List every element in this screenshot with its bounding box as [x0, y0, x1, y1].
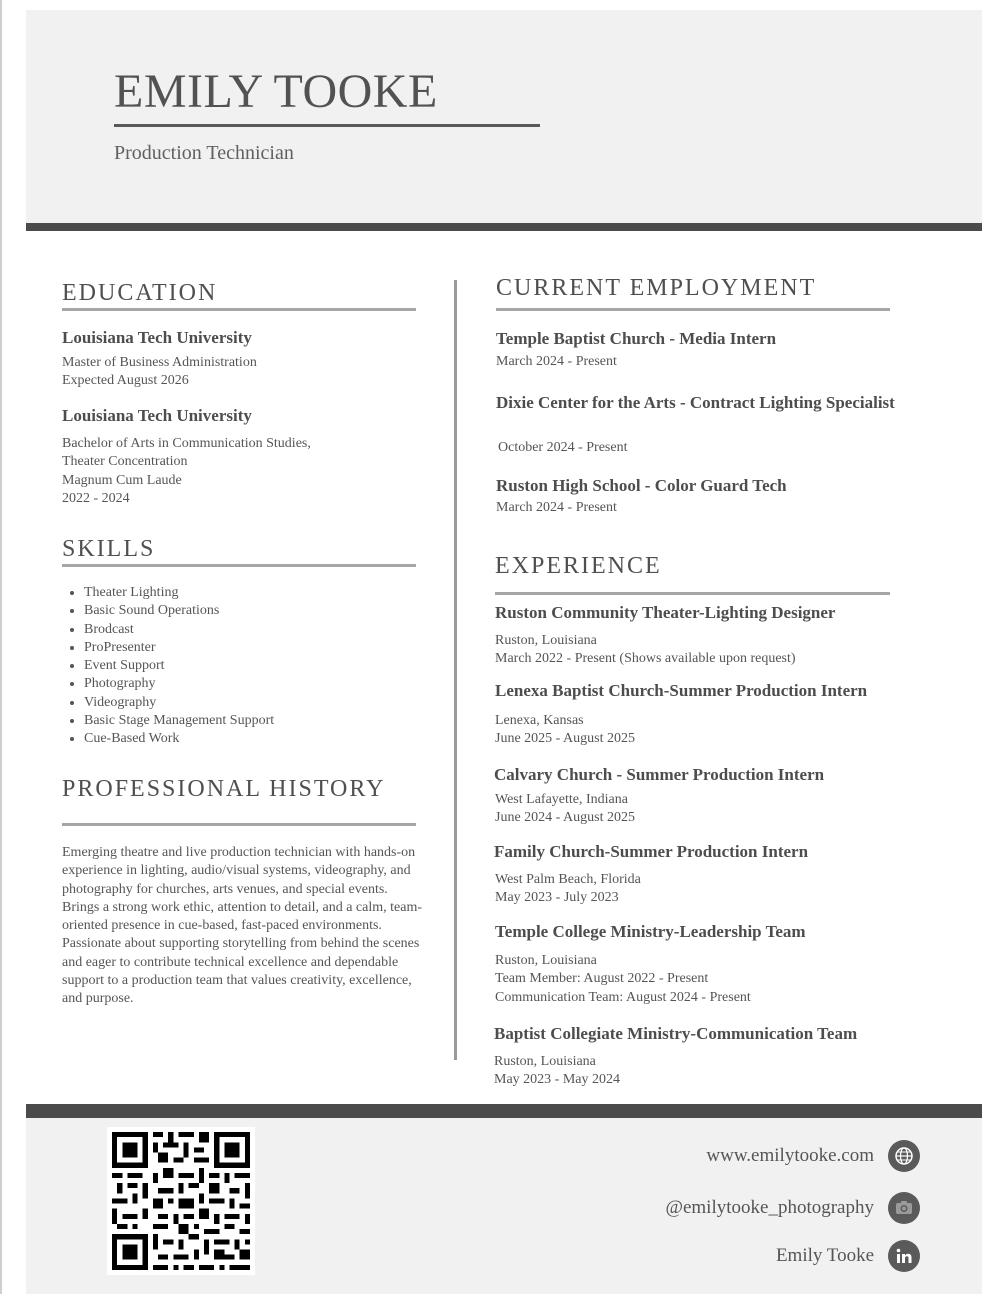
education-date-1: Expected August 2026 — [62, 373, 189, 388]
professional-history-rule — [62, 823, 416, 826]
contact-website-row[interactable] — [706, 1140, 920, 1172]
experience-title-5: Temple College Ministry-Leadership Team — [495, 922, 806, 941]
current-job-date-2: October 2024 - Present — [498, 440, 628, 455]
experience-location-2: Lenexa, Kansas — [495, 713, 584, 728]
skill-item: • Theater Lighting — [84, 584, 274, 602]
experience-title-4: Family Church-Summer Production Intern — [494, 842, 809, 861]
skill-item: • Event Support — [84, 657, 274, 675]
education-degree-1: Master of Business Administration — [62, 355, 257, 370]
experience-rule — [495, 592, 890, 595]
current-employment-rule — [496, 308, 890, 311]
skills-rule — [62, 564, 416, 567]
experience-date-2: June 2025 - August 2025 — [495, 731, 635, 746]
education-degree-2: Bachelor of Arts in Communication Studies, — [62, 436, 311, 451]
experience-location-1: Ruston, Louisiana — [495, 633, 597, 648]
experience-role-5a: Team Member: August 2022 - Present — [495, 971, 709, 986]
education-school-2: Louisiana Tech University — [62, 406, 252, 425]
current-job-title-1: Temple Baptist Church - Media Intern — [496, 329, 777, 348]
name-underline — [114, 124, 540, 127]
experience-role-5b: Communication Team: August 2024 - Present — [495, 990, 751, 1005]
current-job-date-3: March 2024 - Present — [496, 500, 617, 515]
experience-date-6: May 2023 - May 2024 — [494, 1072, 620, 1087]
skill-item: • Basic Stage Management Support — [84, 712, 274, 730]
skill-item: • Basic Sound Operations — [84, 602, 274, 620]
footer-divider-bar — [26, 1104, 982, 1118]
experience-heading: EXPERIENCE — [495, 553, 662, 579]
globe-icon[interactable] — [888, 1140, 920, 1172]
experience-date-4: May 2023 - July 2023 — [495, 890, 619, 905]
skill-item: • Brodcast — [84, 621, 274, 639]
professional-history-heading: PROFESSIONAL HISTORY — [62, 776, 386, 802]
experience-location-3: West Lafayette, Indiana — [495, 792, 628, 807]
experience-location-6: Ruston, Louisiana — [494, 1054, 596, 1069]
experience-title-1: Ruston Community Theater-Lighting Designer — [495, 603, 836, 622]
experience-location-5: Ruston, Louisiana — [495, 953, 597, 968]
education-school-1: Louisiana Tech University — [62, 328, 252, 347]
skills-heading: SKILLS — [62, 536, 156, 562]
experience-title-3: Calvary Church - Summer Production Intern — [494, 765, 825, 784]
header-divider-bar — [26, 223, 982, 231]
experience-date-1: March 2022 - Present (Shows available upon request) — [495, 651, 796, 666]
contact-linkedin[interactable]: Emily Tooke — [775, 1245, 874, 1266]
experience-title-2: Lenexa Baptist Church-Summer Production Intern — [495, 681, 868, 700]
candidate-name: EMILY TOOKE — [114, 65, 438, 118]
current-job-title-2: Dixie Center for the Arts - Contract Lighting Specialist — [496, 393, 895, 412]
education-rule — [62, 308, 416, 311]
experience-date-3: June 2024 - August 2025 — [495, 810, 635, 825]
skills-list — [66, 584, 274, 749]
current-job-date-1: March 2024 - Present — [496, 354, 617, 369]
skill-item: • Photography — [84, 675, 274, 693]
education-concentration-2: Theater Concentration — [62, 454, 188, 469]
skill-item: • Videography — [84, 694, 274, 712]
contact-instagram[interactable]: @emilytooke_photography — [665, 1197, 874, 1218]
contact-instagram-row[interactable] — [665, 1192, 920, 1224]
professional-summary: Emerging theatre and live production technician with hands-on experience in lighting, audio/visual systems, videography, and photography for churches, arts venues, and special events. Brings a strong work ethic, attention to detail, and a calm, team-oriented presence in cue-based, fast-paced environments. Passionate about supporting storytelling from behind the scenes and eager to contribute technical excellence and dependable support to a production team that values creativity, excellence, and purpose. — [62, 845, 423, 1007]
contact-linkedin-row[interactable] — [776, 1240, 920, 1272]
camera-icon[interactable] — [888, 1192, 920, 1224]
job-title: Production Technician — [114, 142, 294, 164]
skill-item: • Cue-Based Work — [84, 730, 274, 748]
skill-item: • ProPresenter — [84, 639, 274, 657]
experience-title-6: Baptist Collegiate Ministry-Communication Team — [494, 1024, 858, 1043]
linkedin-icon[interactable] — [888, 1240, 920, 1272]
qr-code[interactable] — [107, 1127, 255, 1275]
current-job-title-3: Ruston High School - Color Guard Tech — [496, 476, 787, 495]
current-employment-heading: CURRENT EMPLOYMENT — [496, 275, 817, 301]
page-edge — [0, 0, 2, 1294]
experience-location-4: West Palm Beach, Florida — [495, 872, 641, 887]
education-honors-2: Magnum Cum Laude — [62, 473, 182, 488]
education-date-2: 2022 - 2024 — [62, 491, 130, 506]
education-heading: EDUCATION — [62, 280, 218, 306]
column-divider — [454, 280, 457, 1060]
contact-website[interactable]: www.emilytooke.com — [706, 1145, 874, 1166]
